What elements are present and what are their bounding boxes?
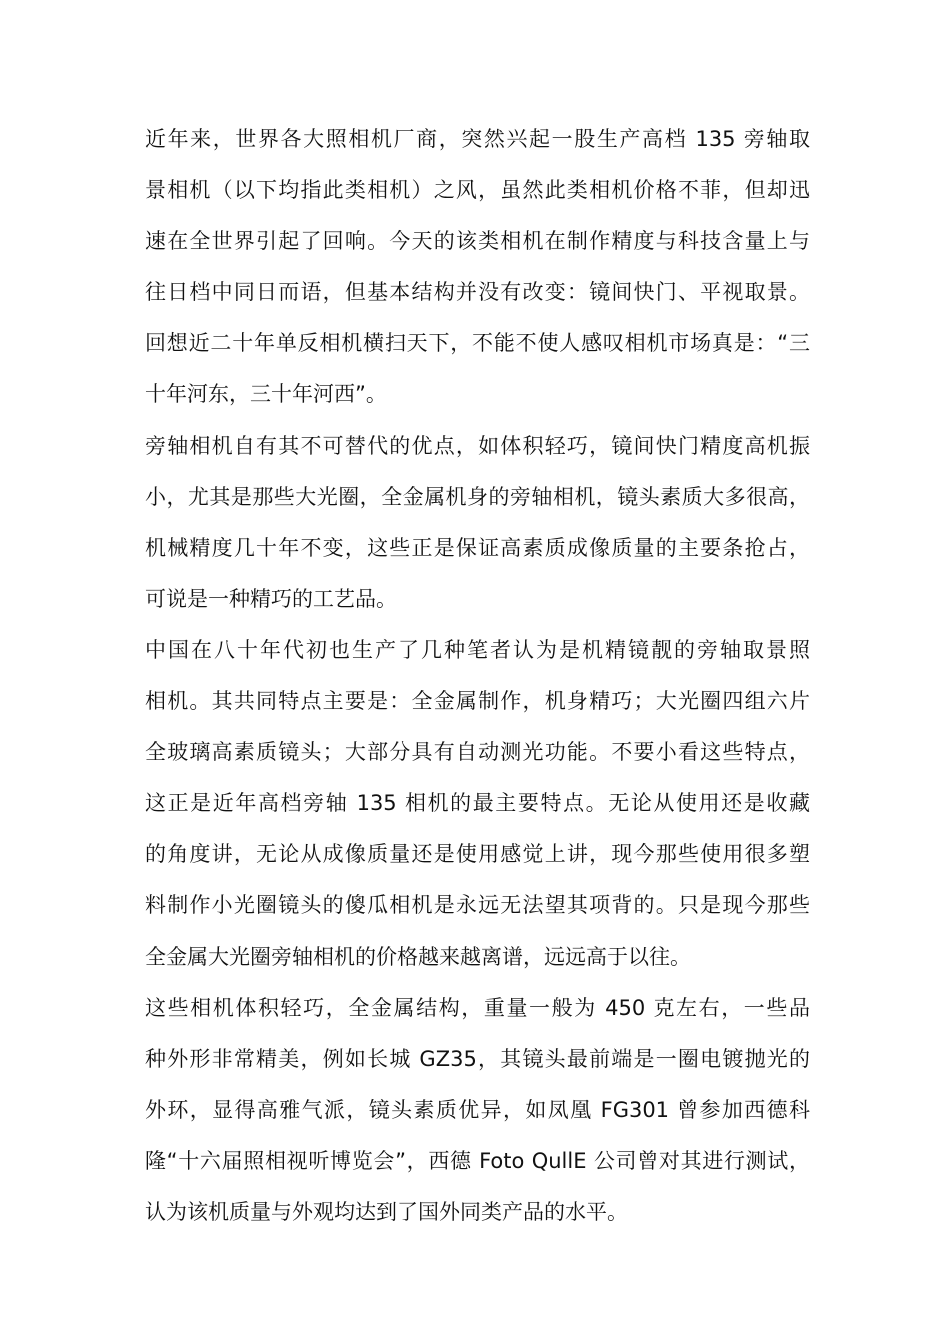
document-body [145, 114, 810, 1238]
paragraph-3 [145, 625, 810, 983]
text-line: 近年来，世界各大照相机厂商，突然兴起一股生产高档 135 旁轴取 [145, 127, 810, 151]
text-line: 全玻璃高素质镜头；大部分具有自动测光功能。不要小看这些特点， [145, 740, 810, 765]
text-line: 往日档中同日而语，但基本结构并没有改变：镜间快门、平视取景。 [145, 280, 810, 305]
text-line: 景相机（以下均指此类相机）之风，虽然此类相机价格不菲，但却迅 [145, 178, 810, 203]
text-line: 这正是近年高档旁轴 135 相机的最主要特点。无论从使用还是收藏 [145, 791, 810, 816]
text-line: 旁轴相机自有其不可替代的优点，如体积轻巧，镜间快门精度高机振 [145, 433, 810, 458]
paragraph-1 [145, 114, 810, 421]
text-line: 速在全世界引起了回响。今天的该类相机在制作精度与科技含量上与 [145, 229, 810, 254]
text-line: 全金属大光圈旁轴相机的价格越来越离谱，远远高于以往。 [145, 944, 691, 969]
text-line: 可说是一种精巧的工艺品。 [145, 586, 397, 611]
text-line: 外环，显得高雅气派，镜头素质优异，如凤凰 FG301 曾参加西德科 [145, 1097, 810, 1122]
text-line: 这些相机体积轻巧，全金属结构，重量一般为 450 克左右，一些品 [145, 995, 810, 1020]
paragraph-4 [145, 983, 810, 1238]
text-line: 回想近二十年单反相机横扫天下，不能不使人感叹相机市场真是：“三 [145, 331, 810, 356]
text-line: 认为该机质量与外观均达到了国外同类产品的水平。 [145, 1199, 628, 1224]
text-line: 相机。其共同特点主要是：全金属制作，机身精巧；大光圈四组六片 [145, 689, 810, 714]
text-line: 的角度讲，无论从成像质量还是使用感觉上讲，现今那些使用很多塑 [145, 842, 810, 867]
paragraph-2 [145, 421, 810, 625]
text-line: 小，尤其是那些大光圈，全金属机身的旁轴相机，镜头素质大多很高， [145, 484, 810, 509]
text-line: 中国在八十年代初也生产了几种笔者认为是机精镜靓的旁轴取景照 [145, 637, 810, 662]
text-line: 十年河东，三十年河西”。 [145, 382, 387, 407]
text-line: 料制作小光圈镜头的傻瓜相机是永远无法望其项背的。只是现今那些 [145, 893, 810, 918]
text-line: 种外形非常精美，例如长城 GZ35，其镜头最前端是一圈电镀抛光的 [145, 1046, 810, 1071]
text-line: 隆“十六届照相视听博览会”，西德 Foto QullE 公司曾对其进行测试， [145, 1148, 810, 1173]
text-line: 机械精度几十年不变，这些正是保证高素质成像质量的主要条抢占， [145, 535, 810, 560]
